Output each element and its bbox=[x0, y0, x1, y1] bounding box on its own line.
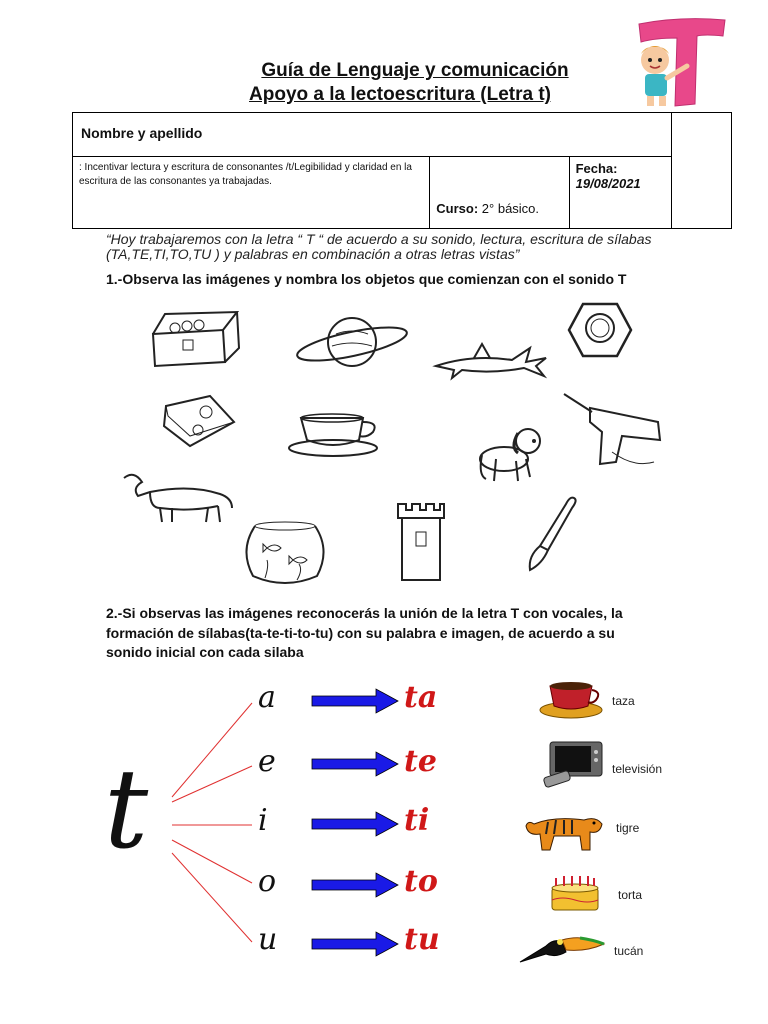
arrow-icon bbox=[312, 932, 398, 956]
page-subtitle: Apoyo a la lectoescritura (Letra t) bbox=[249, 84, 551, 105]
course-value: 2° básico. bbox=[481, 201, 540, 216]
birthday-cake-icon bbox=[548, 872, 602, 914]
name-label: Nombre y apellido bbox=[81, 125, 203, 141]
toucan-icon bbox=[516, 928, 606, 966]
word-television: televisión bbox=[612, 762, 663, 776]
question-2-line-2: formación de sílabas(ta-te-ti-to-tu) con su palabra e imagen, de acuerdo a su bbox=[106, 625, 615, 641]
vowel-e: e bbox=[258, 744, 276, 779]
arrow-icon bbox=[312, 689, 398, 713]
intro-line-2: (TA,TE,TI,TO,TU ) y palabras en combinación a otras letras vistas” bbox=[106, 246, 520, 262]
intro-line-1: “Hoy trabajaremos con la letra “ T “ de acuerdo a su sonido, lectura, escritura de sílabas bbox=[106, 231, 652, 247]
objective-text: : Incentivar lectura y escritura de consonantes /t/Legibilidad y claridad en la escritura de las consonantes ya trabajadas. bbox=[79, 162, 412, 187]
syllable-ti: ti bbox=[404, 803, 430, 838]
vowel-a: a bbox=[258, 680, 276, 715]
coffee-cup-icon bbox=[538, 678, 604, 720]
vowel-i: i bbox=[258, 803, 268, 838]
arrow-icon bbox=[312, 812, 398, 836]
syllable-ta: ta bbox=[404, 680, 438, 715]
arrow-icon bbox=[312, 752, 398, 776]
course-label: Curso: bbox=[436, 201, 479, 216]
word-tucan: tucán bbox=[614, 944, 644, 958]
vowel-o: o bbox=[258, 864, 277, 899]
date-value: 19/08/2021 bbox=[575, 176, 641, 191]
question-1: 1.-Observa las imágenes y nombra los objetos que comienzan con el sonido T bbox=[106, 271, 627, 287]
question-2-line-1: 2.-Si observas las imágenes reconocerás la unión de la letra T con vocales, la bbox=[106, 605, 623, 621]
syllable-te: te bbox=[404, 744, 437, 779]
vowel-u: u bbox=[258, 922, 278, 957]
syllable-to: to bbox=[404, 864, 438, 899]
page-title: Guía de Lenguaje y comunicación bbox=[261, 60, 569, 81]
question-2-line-3: sonido inicial con cada silaba bbox=[106, 644, 304, 660]
syllable-tu: tu bbox=[404, 922, 440, 957]
word-tigre: tigre bbox=[616, 821, 640, 835]
tiger-icon bbox=[524, 806, 606, 854]
cursive-letter-t: t bbox=[104, 745, 149, 873]
date-label: Fecha: bbox=[575, 161, 618, 176]
television-icon bbox=[542, 740, 604, 788]
arrow-icon bbox=[312, 873, 398, 897]
word-torta: torta bbox=[618, 888, 643, 902]
word-taza: taza bbox=[612, 694, 635, 708]
